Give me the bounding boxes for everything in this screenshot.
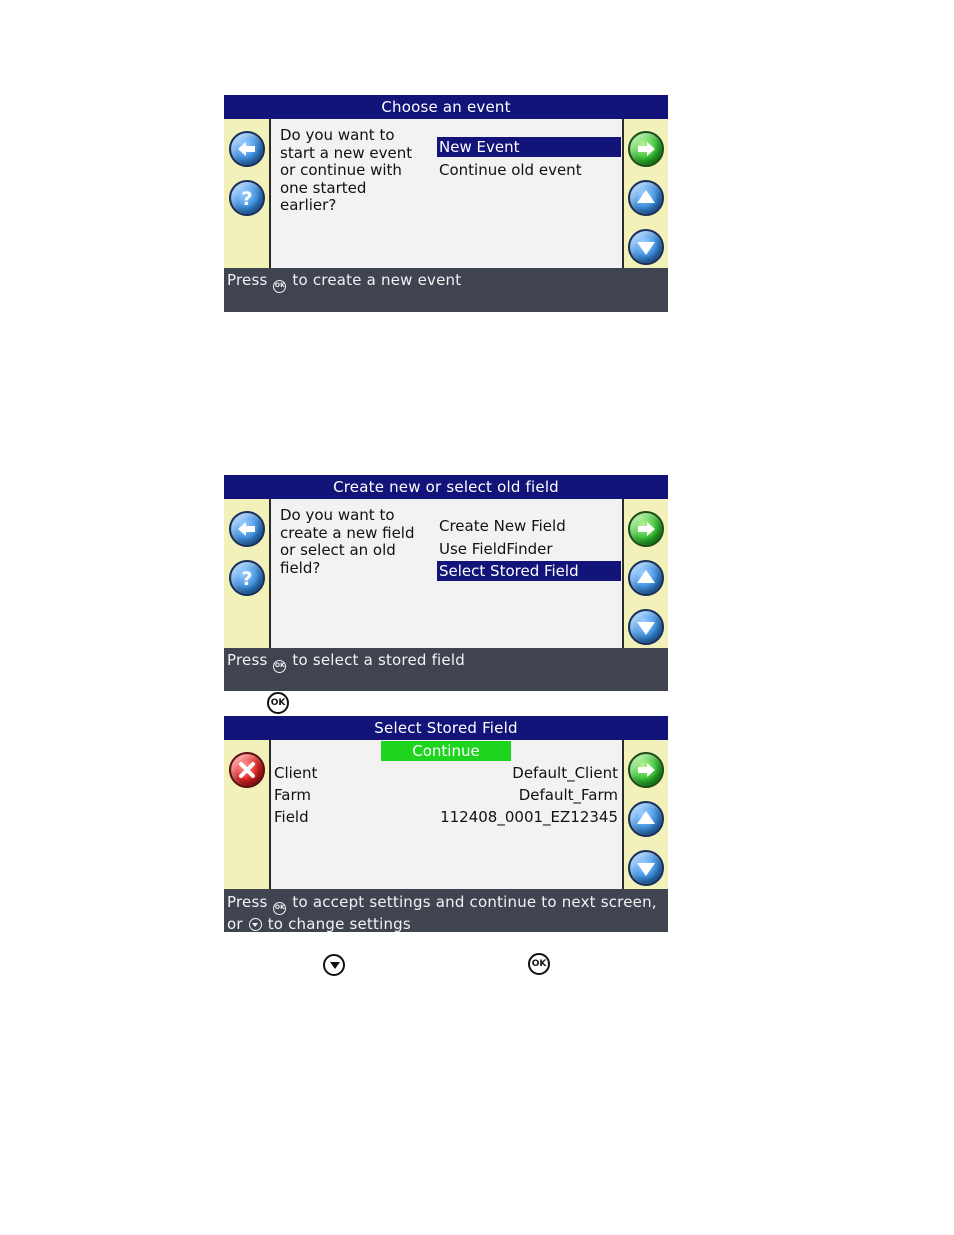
next-arrow-icon xyxy=(630,513,662,545)
content-area xyxy=(271,119,622,268)
next-button[interactable] xyxy=(628,752,664,788)
content-area xyxy=(271,499,622,648)
screen-choose-event xyxy=(224,95,668,312)
question-text: Do you want to start a new event or continue with one started earlier? xyxy=(280,126,413,215)
back-arrow-icon xyxy=(231,513,263,545)
ok-button-icon: OK xyxy=(273,280,286,293)
left-button-panel xyxy=(224,119,271,268)
back-arrow-icon xyxy=(231,133,263,165)
ok-button-icon: OK xyxy=(267,692,289,714)
continue-button[interactable]: Continue xyxy=(381,741,511,761)
menu-item-create-new-field[interactable]: Create New Field xyxy=(439,517,566,535)
footer-text-pre: Press xyxy=(227,271,268,289)
next-button[interactable] xyxy=(628,131,664,167)
up-arrow-icon xyxy=(630,562,662,594)
next-arrow-icon xyxy=(630,754,662,786)
up-button[interactable] xyxy=(628,180,664,216)
ok-button-icon: OK xyxy=(528,953,550,975)
ok-button-icon: OK xyxy=(273,902,286,915)
down-arrow-icon xyxy=(630,231,662,263)
left-button-panel xyxy=(224,499,271,648)
footer-text-pre: Press xyxy=(227,651,268,669)
setting-label: Field xyxy=(274,808,309,826)
status-footer xyxy=(224,889,668,932)
footer-text-pre: Press xyxy=(227,893,268,911)
up-arrow-icon xyxy=(630,803,662,835)
back-button[interactable] xyxy=(229,511,265,547)
down-arrow-icon xyxy=(249,918,262,931)
right-button-panel xyxy=(622,119,668,268)
down-arrow-icon xyxy=(630,611,662,643)
up-button[interactable] xyxy=(628,560,664,596)
down-button[interactable] xyxy=(628,609,664,645)
ok-button-icon: OK xyxy=(273,660,286,673)
up-arrow-icon xyxy=(630,182,662,214)
down-arrow-icon xyxy=(323,954,345,976)
menu-item-select-stored-field[interactable]: Select Stored Field xyxy=(437,561,621,581)
help-button[interactable] xyxy=(229,180,265,216)
content-area xyxy=(271,740,622,889)
back-button[interactable] xyxy=(229,131,265,167)
right-button-panel xyxy=(622,740,668,889)
down-arrow-icon xyxy=(630,852,662,884)
screen-title: Select Stored Field xyxy=(224,716,668,740)
setting-value: 112408_0001_EZ12345 xyxy=(440,808,618,826)
screen-title: Create new or select old field xyxy=(224,475,668,499)
svg-text:?: ? xyxy=(241,568,253,590)
cancel-x-icon xyxy=(231,754,263,786)
setting-value: Default_Farm xyxy=(518,786,618,804)
setting-row-farm[interactable] xyxy=(274,784,618,806)
help-icon xyxy=(231,562,263,594)
setting-label: Farm xyxy=(274,786,311,804)
next-arrow-icon xyxy=(630,133,662,165)
footer-text-post: to create a new event xyxy=(292,271,462,289)
setting-row-field[interactable] xyxy=(274,806,618,828)
footer-text-mid: to accept settings and continue to next screen, or xyxy=(227,893,657,933)
question-text: Do you want to create a new field or select an old field? xyxy=(280,506,415,577)
screen-create-or-select-field xyxy=(224,475,668,691)
status-footer xyxy=(224,648,668,691)
field-menu xyxy=(437,516,621,584)
right-button-panel xyxy=(622,499,668,648)
menu-item-new-event[interactable]: New Event xyxy=(437,137,621,157)
footer-text-post: to change settings xyxy=(267,915,411,933)
down-button[interactable] xyxy=(628,229,664,265)
menu-item-continue-old-event[interactable]: Continue old event xyxy=(439,160,582,179)
help-button[interactable] xyxy=(229,560,265,596)
screen-select-stored-field xyxy=(224,716,668,932)
status-footer xyxy=(224,268,668,312)
screen-title: Choose an event xyxy=(224,95,668,119)
setting-label: Client xyxy=(274,764,318,782)
help-icon xyxy=(231,182,263,214)
setting-value: Default_Client xyxy=(512,764,618,782)
setting-row-client[interactable] xyxy=(274,762,618,784)
event-menu xyxy=(437,137,621,182)
left-button-panel xyxy=(224,740,271,889)
cancel-button[interactable] xyxy=(229,752,265,788)
down-button[interactable] xyxy=(628,850,664,886)
svg-text:?: ? xyxy=(241,188,253,210)
up-button[interactable] xyxy=(628,801,664,837)
next-button[interactable] xyxy=(628,511,664,547)
footer-text-post: to select a stored field xyxy=(292,651,465,669)
menu-item-use-fieldfinder[interactable]: Use FieldFinder xyxy=(439,539,553,558)
